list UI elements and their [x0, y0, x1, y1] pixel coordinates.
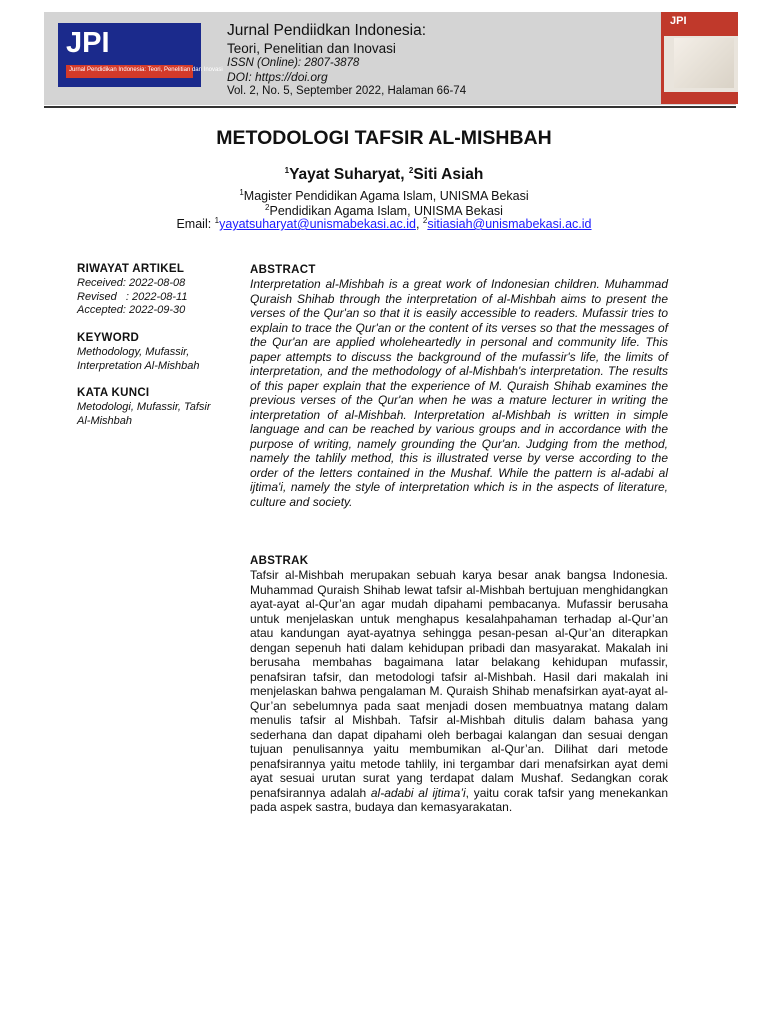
keyword-heading: KEYWORD — [77, 332, 140, 344]
abstrak-body: Tafsir al-Mishbah merupakan sebuah karya besar anak bangsa Indonesia. Muhammad Quraish Shihab lewat tafsir al-Mishbah bertujuan menghidangkan ayat-ayat al-Qur’an agar mudah dipahami pembacanya. Mufassir berusaha untuk menjelaskan untuk menghapus kesalahpahaman terhadap al-Qur’an atau kandungan ayat-ayatnya sehingga pesan-pesan al-Qur’an diterapkan dengan sepenuh hati dalam kehidupan pribadi dan masyarakat. Makalah ini berusaha membahas bagaimana latar belakang kehidupan mufassir, penafsiran tafsir, dan metodologi tafsir al-Mishbah. Hasil dari makalah ini menjelaskan bahwa pengalaman M. Quraish Shihab menafsirkan ayat-ayat al-Qur’an sebelumnya pada saat menjadi dosen membuatnya matang dalam menulis tafsir al Mishbah. Tafsir al-Mishbah ditulis dalam bahasa yang sederhana dan dapat dipahami oleh berbagai kalangan dan sesuai dengan tujuan penulisannya yaitu membumikan al-Qur’an. Dilihat dari metode penafsirannya yaitu metode tahlily, ini tergambar dari menafsirkan ayat demi ayat sesuai urutan surat yang terdapat dalam Mushaf. Sedangkan corak penafsirannya adalah al-adabi al ijtima’i, yaitu corak tafsir yang menekankan pada aspek sastra, budaya dan kemasyarakatan. — [250, 568, 669, 814]
journal-info — [227, 22, 466, 99]
kata-kunci-heading: KATA KUNCI — [77, 387, 150, 399]
journal-subtitle: Teori, Penelitian dan Inovasi — [227, 41, 396, 56]
kata-kunci-block — [77, 386, 237, 428]
keyword-line: Interpretation Al-Mishbah — [77, 359, 200, 372]
article-history — [77, 262, 237, 318]
email-label: Email: — [176, 217, 215, 232]
keyword-block — [77, 331, 237, 373]
journal-issn: ISSN (Online): 2807-3878 — [227, 57, 360, 69]
affiliation-1: $^1$Magister Pendidikan Agama Islam, UNISMA Bekasi — [239, 188, 529, 204]
author-emails: Email: $^1$yayatsuharyat@unismabekasi.ac.id, $^2$sitiasiah@unismabekasi.ac.id — [176, 216, 592, 232]
logo-tagline: Jurnal Pendidikan Indonesia: Teori, Penelitian dan Inovasi — [69, 67, 223, 73]
paper-authors: $^1$Yayat Suharyat, $^2$Siti Asiah — [284, 166, 484, 184]
keyword-line: Methodology, Mufassir, — [77, 346, 190, 358]
abstrak-heading: ABSTRAK — [250, 555, 309, 567]
header-divider — [44, 106, 736, 108]
author-name: Yayat Suharyat — [289, 166, 401, 184]
kata-kunci-line: Al-Mishbah — [77, 414, 133, 427]
abstract-heading: ABSTRACT — [250, 264, 316, 276]
journal-cover-image — [661, 12, 738, 104]
abstract-section — [250, 263, 668, 509]
email-link-1[interactable]: yayatsuharyat@unismabekasi.ac.id — [219, 217, 416, 232]
logo-text: JPI — [66, 27, 110, 59]
received-date: Received: 2022-08-08 — [77, 277, 186, 289]
journal-logo — [58, 23, 223, 87]
cover-label: JPI — [670, 15, 687, 27]
author-name: Siti Asiah — [413, 166, 484, 184]
accepted-date: Accepted: 2022-09-30 — [77, 304, 186, 316]
kata-kunci-line: Metodologi, Mufassir, Tafsir — [77, 401, 211, 413]
email-link-2[interactable]: sitiasiah@unismabekasi.ac.id — [427, 217, 592, 232]
revised-date: Revised : 2022-08-11 — [77, 290, 188, 303]
paper-title: METODOLOGI TAFSIR AL-MISHBAH — [216, 127, 552, 149]
journal-doi[interactable]: DOI: https://doi.org — [227, 70, 328, 84]
affiliation-2: $^2$Pendidikan Agama Islam, UNISMA Bekasi — [265, 203, 503, 219]
abstract-body: Interpretation al-Mishbah is a great work of Indonesian children. Muhammad Quraish Shihab through the interpretation of al-Mishbah aims to present the verses of the Qur'an so that it is easily accessible to readers. Mufassir tries to explain to trace the Qur'an or the content of its verses so that the messages of the Qur'an are applied wholeheartedly in personal and community life. This paper attempts to discuss the background of the mufassir's life, the limits of interpretation, and the methodology of al-Mishbah's interpretation. The results of this paper explain that the experience of M. Quraish Shihab examines the previous verses of the Qur'an when he was a mature lecturer in writing the interpretation of al-Mishbah. Interpretation al-Mishbah is written in simple language and can be reached by various groups and in accordance with the purpose of writing, namely grounding the Qur'an. Judging from the method, namely the tahlily method, this is illustrated verse by verse according to the order of the letters contained in the Mushaf. While the pattern is al-adabi al ijtima'i, namely the style of interpretation which is in the aspects of literature, culture and society. — [250, 277, 668, 509]
abstrak-section — [250, 554, 668, 815]
history-heading: RIWAYAT ARTIKEL — [77, 263, 185, 275]
journal-volume: Vol. 2, No. 5, September 2022, Halaman 66-74 — [227, 85, 467, 97]
journal-title: Jurnal Pendiidkan Indonesia: — [227, 22, 427, 39]
